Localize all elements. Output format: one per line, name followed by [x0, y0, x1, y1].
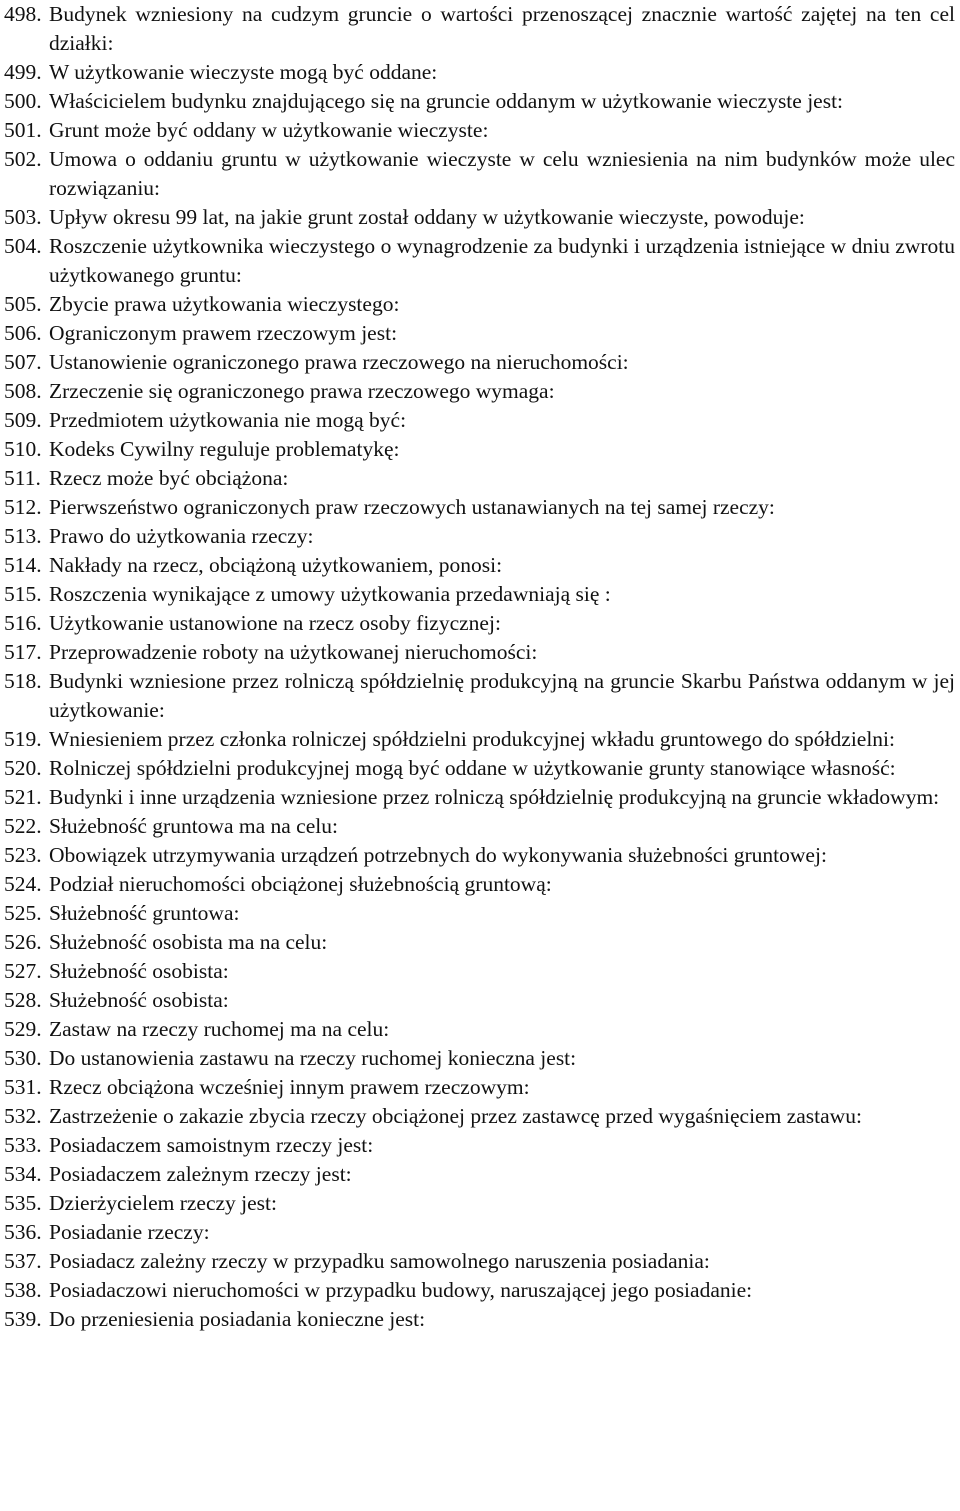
question-number: 532. — [4, 1104, 42, 1128]
list-item — [4, 899, 955, 928]
question-text: Wniesieniem przez członka rolniczej spółdzielni produkcyjnej wkładu gruntowego do spółdzielni: — [49, 727, 896, 751]
question-number: 518. — [4, 669, 42, 693]
list-item — [4, 232, 955, 290]
question-number: 506. — [4, 321, 42, 345]
question-text: Przeprowadzenie roboty na użytkowanej nieruchomości: — [49, 640, 538, 664]
question-number: 538. — [4, 1278, 42, 1302]
question-number: 519. — [4, 727, 42, 751]
list-item — [4, 1160, 955, 1189]
list-item — [4, 812, 955, 841]
list-item — [4, 1189, 955, 1218]
question-text: Budynki i inne urządzenia wzniesione przez rolniczą spółdzielnię produkcyjną na gruncie wkładowym: — [49, 785, 940, 809]
question-text: Służebność osobista ma na celu: — [49, 930, 328, 954]
question-text: Do przeniesienia posiadania konieczne jest: — [49, 1307, 426, 1331]
list-item — [4, 754, 955, 783]
question-number: 507. — [4, 350, 42, 374]
list-item — [4, 638, 955, 667]
question-text: Pierwszeństwo ograniczonych praw rzeczowych ustanawianych na tej samej rzeczy: — [49, 495, 775, 519]
question-number: 504. — [4, 234, 42, 258]
question-text: Podział nieruchomości obciążonej służebnością gruntową: — [49, 872, 552, 896]
list-item — [4, 87, 955, 116]
question-number: 511. — [4, 466, 41, 490]
question-number: 521. — [4, 785, 42, 809]
list-item — [4, 870, 955, 899]
list-item — [4, 1015, 955, 1044]
question-text: Służebność gruntowa: — [49, 901, 240, 925]
list-item — [4, 348, 955, 377]
question-number: 508. — [4, 379, 42, 403]
list-item — [4, 1218, 955, 1247]
question-text: Umowa o oddaniu gruntu w użytkowanie wieczyste w celu wzniesienia na nim budynków może ulec rozwiązaniu: — [49, 147, 955, 200]
question-number: 522. — [4, 814, 42, 838]
question-number: 527. — [4, 959, 42, 983]
list-item — [4, 522, 955, 551]
question-text: Ustanowienie ograniczonego prawa rzeczowego na nieruchomości: — [49, 350, 629, 374]
list-item — [4, 116, 955, 145]
list-item — [4, 493, 955, 522]
question-number: 503. — [4, 205, 42, 229]
list-item — [4, 551, 955, 580]
question-number: 502. — [4, 147, 42, 171]
question-text: Przedmiotem użytkowania nie mogą być: — [49, 408, 407, 432]
list-item — [4, 1131, 955, 1160]
question-text: Zbycie prawa użytkowania wieczystego: — [49, 292, 400, 316]
list-item — [4, 783, 955, 812]
question-text: Służebność osobista: — [49, 988, 229, 1012]
question-number: 516. — [4, 611, 42, 635]
question-text: Budynki wzniesione przez rolniczą spółdzielnię produkcyjną na gruncie Skarbu Państwa oddanym w jej użytkowanie: — [49, 669, 955, 722]
question-text: Posiadanie rzeczy: — [49, 1220, 210, 1244]
question-number: 510. — [4, 437, 42, 461]
question-text: Służebność gruntowa ma na celu: — [49, 814, 338, 838]
question-text: Kodeks Cywilny reguluje problematykę: — [49, 437, 400, 461]
question-number: 526. — [4, 930, 42, 954]
list-item — [4, 609, 955, 638]
question-number: 523. — [4, 843, 42, 867]
question-number: 536. — [4, 1220, 42, 1244]
list-item — [4, 1102, 955, 1131]
question-text: Upływ okresu 99 lat, na jakie grunt został oddany w użytkowanie wieczyste, powoduje: — [49, 205, 805, 229]
question-number: 530. — [4, 1046, 42, 1070]
question-number: 520. — [4, 756, 42, 780]
question-text: Zastrzeżenie o zakazie zbycia rzeczy obciążonej przez zastawcę przed wygaśnięciem zastawu: — [49, 1104, 862, 1128]
list-item — [4, 464, 955, 493]
question-number: 515. — [4, 582, 42, 606]
question-number: 528. — [4, 988, 42, 1012]
question-text: Ograniczonym prawem rzeczowym jest: — [49, 321, 398, 345]
list-item — [4, 1247, 955, 1276]
question-text: Posiadaczowi nieruchomości w przypadku budowy, naruszającej jego posiadanie: — [49, 1278, 753, 1302]
question-text: Roszczenia wynikające z umowy użytkowania przedawniają się : — [49, 582, 611, 606]
question-number: 517. — [4, 640, 42, 664]
question-text: Posiadacz zależny rzeczy w przypadku samowolnego naruszenia posiadania: — [49, 1249, 710, 1273]
question-text: Do ustanowienia zastawu na rzeczy ruchomej konieczna jest: — [49, 1046, 577, 1070]
list-item — [4, 145, 955, 203]
question-text: Obowiązek utrzymywania urządzeń potrzebnych do wykonywania służebności gruntowej: — [49, 843, 827, 867]
question-number: 534. — [4, 1162, 42, 1186]
question-number: 501. — [4, 118, 42, 142]
question-number: 531. — [4, 1075, 42, 1099]
list-item — [4, 725, 955, 754]
list-item — [4, 928, 955, 957]
question-text: Roszczenie użytkownika wieczystego o wynagrodzenie za budynki i urządzenia istniejące w dniu zwrotu użytkowanego gruntu: — [49, 234, 955, 287]
list-item — [4, 435, 955, 464]
list-item — [4, 580, 955, 609]
question-text: Rolniczej spółdzielni produkcyjnej mogą być oddane w użytkowanie grunty stanowiące własność: — [49, 756, 896, 780]
question-text: Dzierżycielem rzeczy jest: — [49, 1191, 277, 1215]
question-number: 514. — [4, 553, 42, 577]
question-text: Właścicielem budynku znajdującego się na gruncie oddanym w użytkowanie wieczyste jest: — [49, 89, 844, 113]
list-item — [4, 1044, 955, 1073]
list-item — [4, 0, 955, 58]
list-item — [4, 1073, 955, 1102]
question-number: 529. — [4, 1017, 42, 1041]
question-number: 539. — [4, 1307, 42, 1331]
list-item — [4, 58, 955, 87]
list-item — [4, 406, 955, 435]
question-number: 524. — [4, 872, 42, 896]
list-item — [4, 319, 955, 348]
list-item — [4, 986, 955, 1015]
question-text: Prawo do użytkowania rzeczy: — [49, 524, 314, 548]
question-text: W użytkowanie wieczyste mogą być oddane: — [49, 60, 438, 84]
question-number: 535. — [4, 1191, 42, 1215]
question-text: Rzecz obciążona wcześniej innym prawem rzeczowym: — [49, 1075, 530, 1099]
list-item — [4, 203, 955, 232]
question-text: Zrzeczenie się ograniczonego prawa rzeczowego wymaga: — [49, 379, 555, 403]
question-text: Rzecz może być obciążona: — [49, 466, 289, 490]
list-item — [4, 290, 955, 319]
question-number: 509. — [4, 408, 42, 432]
question-number: 498. — [4, 2, 42, 26]
question-number: 513. — [4, 524, 42, 548]
list-item — [4, 667, 955, 725]
question-number: 512. — [4, 495, 42, 519]
question-number: 537. — [4, 1249, 42, 1273]
list-item — [4, 377, 955, 406]
question-text: Budynek wzniesiony na cudzym gruncie o wartości przenoszącej znacznie wartość zajętej na ten cel działki: — [49, 2, 955, 55]
question-text: Posiadaczem samoistnym rzeczy jest: — [49, 1133, 374, 1157]
question-number: 499. — [4, 60, 42, 84]
question-number: 500. — [4, 89, 42, 113]
question-text: Grunt może być oddany w użytkowanie wieczyste: — [49, 118, 489, 142]
list-item — [4, 957, 955, 986]
question-list — [4, 0, 955, 1334]
list-item — [4, 1276, 955, 1305]
question-number: 533. — [4, 1133, 42, 1157]
question-text: Nakłady na rzecz, obciążoną użytkowaniem, ponosi: — [49, 553, 503, 577]
question-text: Posiadaczem zależnym rzeczy jest: — [49, 1162, 352, 1186]
question-text: Służebność osobista: — [49, 959, 229, 983]
list-item — [4, 841, 955, 870]
question-number: 505. — [4, 292, 42, 316]
question-number: 525. — [4, 901, 42, 925]
question-text: Użytkowanie ustanowione na rzecz osoby fizycznej: — [49, 611, 501, 635]
question-text: Zastaw na rzeczy ruchomej ma na celu: — [49, 1017, 390, 1041]
list-item — [4, 1305, 955, 1334]
